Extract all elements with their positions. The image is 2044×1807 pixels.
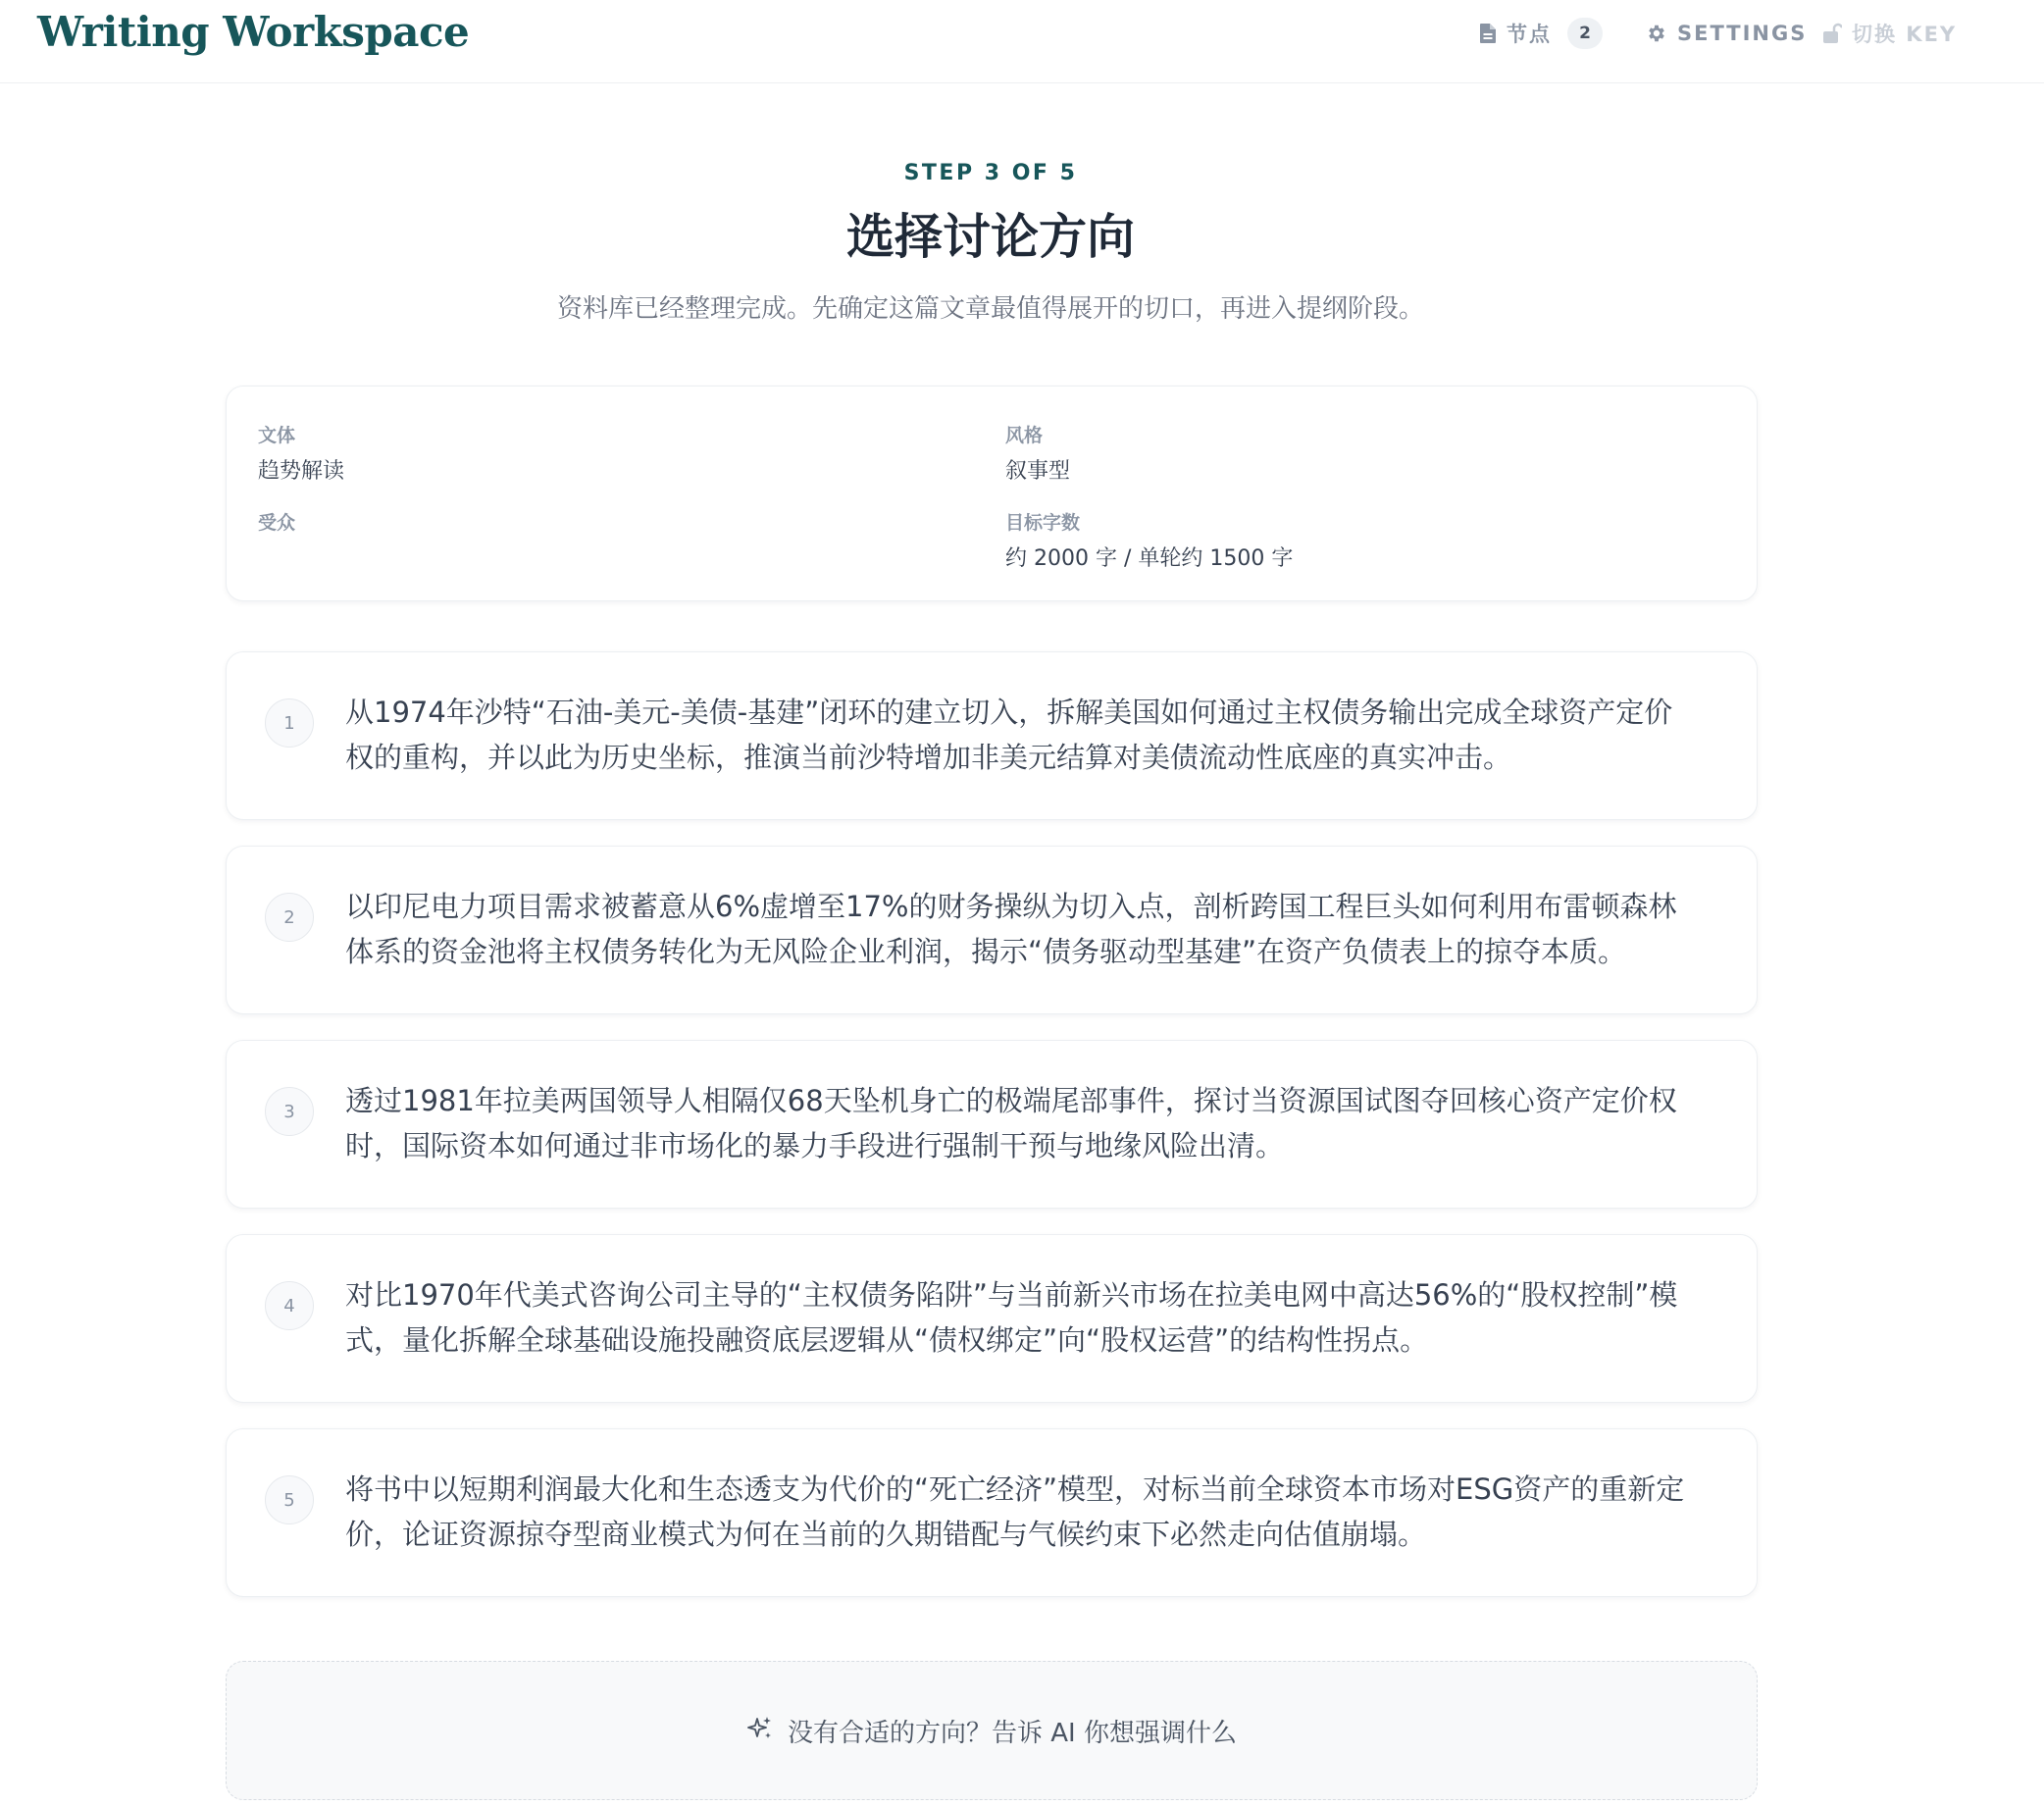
switch-key-button[interactable] [1822,19,1957,48]
app-title[interactable]: Writing Workspace [37,8,470,56]
document-icon [1479,23,1497,44]
custom-direction-button[interactable] [226,1661,1758,1800]
unlock-icon [1822,23,1842,44]
direction-number: 2 [265,893,314,942]
audience-label: 受众 [258,512,296,534]
direction-list [226,651,1758,1623]
nodes-count-badge: 2 [1567,18,1603,49]
custom-direction-label: 没有合适的方向？告诉 AI 你想强调什么 [788,1718,1237,1748]
style-label: 风格 [1005,425,1044,446]
direction-number: 3 [265,1087,314,1136]
direction-text: 对比1970年代美式咨询公司主导的“主权债务陷阱”与当前新兴市场在拉美电网中高达56%的“股权控制”模式，量化拆解全球基础设施投融资底层逻辑从“债权绑定”向“股权运营”的结构性拐点。 [345,1278,1678,1357]
direction-text: 以印尼电力项目需求被蓄意从6%虚增至17%的财务操纵为切入点，剖析跨国工程巨头如何利用布雷顿森林体系的资金池将主权债务转化为无风险企业利润，揭示“债务驱动型基建”在资产负债表上的掠夺本质。 [345,890,1677,968]
settings-button[interactable] [1646,22,1807,45]
gear-icon [1646,23,1667,44]
direction-number: 4 [265,1281,314,1330]
word-count-value: 约 2000 字 / 单轮约 1500 字 [1005,546,1294,571]
direction-text: 从1974年沙特“石油-美元-美债-基建”闭环的建立切入，拆解美国如何通过主权债务输出完成全球资产定价权的重构，并以此为历史坐标，推演当前沙特增加非美元结算对美债流动性底座的真实冲击。 [345,696,1673,774]
genre-value: 趋势解读 [258,459,345,484]
top-bar [0,0,2044,83]
genre-label: 文体 [258,425,296,446]
direction-option-2[interactable] [226,846,1758,1014]
style-value: 叙事型 [1005,459,1071,484]
word-count-label: 目标字数 [1005,512,1081,534]
direction-option-3[interactable] [226,1040,1758,1209]
direction-number: 5 [265,1475,314,1524]
direction-option-1[interactable] [226,651,1758,820]
direction-text: 将书中以短期利润最大化和生态透支为代价的“死亡经济”模型，对标当前全球资本市场对ESG资产的重新定价，论证资源掠夺型商业模式为何在当前的久期错配与气候约束下必然走向估值崩塌。 [345,1472,1685,1551]
nav-settings[interactable] [1646,14,1807,53]
nodes-button[interactable] [1479,18,1603,49]
article-meta-card [226,386,1758,601]
sparkle-icon [746,1715,774,1746]
direction-option-4[interactable] [226,1234,1758,1403]
page-title: 选择讨论方向 [845,208,1135,265]
switch-key-label: 切换 KEY [1852,23,1958,46]
step-indicator: STEP 3 OF 5 [903,161,1078,185]
page-subtitle: 资料库已经整理完成。先确定这篇文章最值得展开的切口，再进入提纲阶段。 [556,294,1424,324]
direction-option-5[interactable] [226,1428,1758,1597]
direction-text: 透过1981年拉美两国领导人相隔仅68天坠机身亡的极端尾部事件，探讨当资源国试图夺回核心资产定价权时，国际资本如何通过非市场化的暴力手段进行强制干预与地缘风险出清。 [345,1084,1677,1162]
settings-label: SETTINGS [1677,22,1808,45]
nodes-label: 节点 [1507,23,1552,46]
nav-switch-key[interactable] [1822,14,1957,53]
nav-nodes[interactable] [1479,14,1603,53]
direction-number: 1 [265,698,314,748]
